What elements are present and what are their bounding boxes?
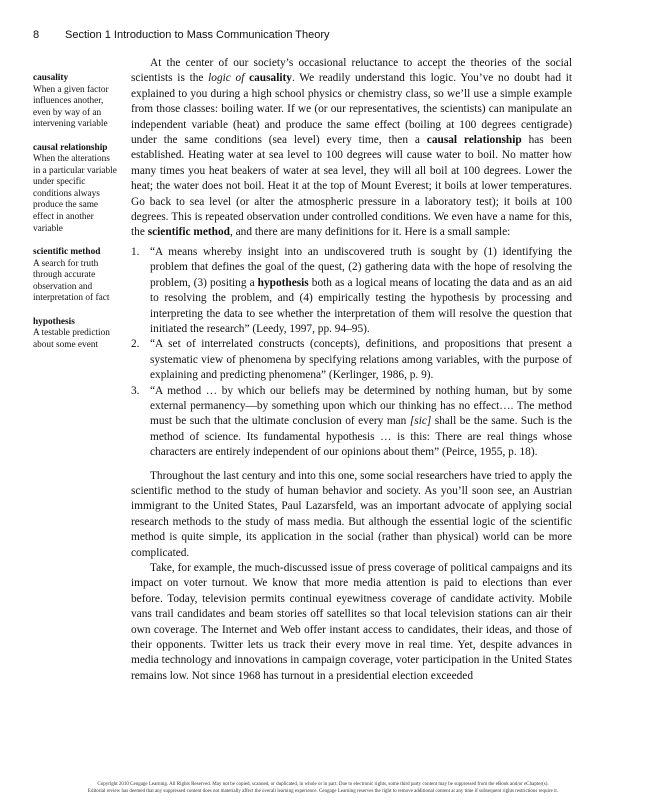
glossary-term: causal relationship bbox=[33, 142, 108, 153]
margin-glossary bbox=[33, 73, 117, 363]
footer-line: Editorial review has deemed that any suppressed content does not materially affect the overall learning experience. Cengage Learning reserves the right to remove additional content at any time if subsequent rights restrictions require it. bbox=[87, 789, 559, 795]
text-run: both as a logical means of locating the data and as an aid to resolving the problem, and (4) empirically testing the hypothesis by processing and interpreting the data to see whether the interpretation of them will resolve the question that initiated the research” (Leedy, 1997, pp. 94–95). bbox=[150, 276, 572, 335]
list-number: 1. bbox=[131, 245, 140, 258]
text-run: “A method … by which our beliefs may be determined by nothing human, but by some external permanency—by something upon which our thinking has no effect…. The method must be such that the ultimate conclusion of every man bbox=[150, 384, 572, 428]
paragraph-press-coverage: Take, for example, the much-discussed issue of press coverage of political campaigns and its impact on voter turnout. We know that more media attention is paid to elections than ever before. Today, television permits continual eyewitness coverage of candidate activity. Mobile vans trail candidates and beam stories off satellites so that local television stations can air their own coverage. The Internet and Web offer instant access to candidates, their ideas, and those of their opponents. Twitter lets us track their every move in real time. Yet, despite advances in media technology and innovations in campaign coverage, voter participation in the United States remains low. Not since 1968 has turnout in a presidential election exceeded bbox=[131, 562, 572, 682]
glossary-term: scientific method bbox=[33, 247, 101, 258]
text-run: , and there are many definitions for it. Here is a small sample: bbox=[229, 226, 511, 239]
copyright-footer bbox=[0, 781, 646, 795]
paragraph-causality bbox=[131, 56, 572, 241]
running-header bbox=[33, 29, 613, 41]
key-term: causal relationship bbox=[426, 134, 522, 147]
glossary-entry bbox=[33, 317, 117, 352]
list-number: 3. bbox=[131, 384, 140, 397]
glossary-entry bbox=[33, 247, 117, 305]
text-run: “A means whereby insight into an undiscovered truth is sought by (1) identifying the problem that defines the goal of the quest, (2) gathering data with the hope of resolving the problem, (3) positing a bbox=[150, 245, 572, 289]
paragraph-social-research: Throughout the last century and into this one, some social researchers have tried to apply the scientific method to the study of human behavior and society. As you’ll soon see, an Austrian immigrant to the United States, Paul Lazarsfeld, was an important advocate of applying social research methods to the study of mass media. But although the essential logic of the scientific method is quite simple, its application in the social (rather than physical) world can be more complicated. bbox=[131, 469, 572, 559]
emphasis: [sic] bbox=[409, 415, 432, 428]
main-text bbox=[131, 56, 572, 684]
key-term: scientific method bbox=[147, 226, 230, 239]
glossary-definition: When the alterations in a particular variable under specific conditions always produce the same effect in another variable bbox=[33, 154, 117, 234]
running-title: Section 1 Introduction to Mass Communication Theory bbox=[65, 29, 330, 41]
text-run: shall be the same. Such is the method of science. Its fundamental hypothesis … is this: There are real things whose characters are entirely independent of our opinions about them” (Peirce, 1955, p. 18). bbox=[150, 415, 572, 459]
emphasis: logic of bbox=[208, 72, 245, 85]
glossary-term: causality bbox=[33, 73, 69, 83]
list-number: 2. bbox=[131, 338, 140, 351]
list-item bbox=[131, 384, 572, 461]
glossary-entry bbox=[33, 143, 117, 235]
glossary-entry bbox=[33, 73, 117, 131]
definitions-list bbox=[131, 245, 572, 461]
glossary-term: hypothesis bbox=[33, 316, 75, 327]
text-run: . We readily understand this logic. You’ve no doubt had it explained to you during a high school physics or chemistry class, so we’ll use a simple example from those classes: boiling water. If we (or our representatives, the scientists) can manipulate an independent variable (heat) and produce the same effect (boiling at 100 degrees centigrade) under the same conditions (sea level) every time, then a bbox=[131, 72, 573, 147]
text-run: “A set of interrelated constructs (concepts), definitions, and propositions that present a systematic view of phenomena by specifying relations among variables, with the purpose of explaining and predicting phenomena” (Kerlinger, 1986, p. 9). bbox=[150, 338, 572, 382]
glossary-definition: A testable prediction about some event bbox=[33, 328, 110, 350]
footer-line: Copyright 2010 Cengage Learning. All Rights Reserved. May not be copied, scanned, or duplicated, in whole or in part. Due to electronic rights, some third party content may be suppressed from the eBook and/or eChapter(s). bbox=[97, 782, 549, 787]
page-number: 8 bbox=[33, 29, 40, 41]
list-item bbox=[131, 337, 572, 383]
text-run: At the center of our society’s occasional reluctance to accept the theories of the social scientists is the bbox=[131, 57, 572, 85]
text-run: has been established. Heating water at sea level to 100 degrees will cause water to boil. No matter how many times you heat beakers of water at sea level, they will all boil at 100 degrees. Lower the heat; the water does not boil. Heat it at the top of Mount Everest; it boils at lower temperatures. Go back to sea level (or alter the atmospheric pressure in a laboratory test); it boils at 100 degrees. This is repeated observation under controlled conditions. We even have a name for this, the bbox=[131, 134, 572, 239]
key-term: hypothesis bbox=[257, 276, 309, 289]
list-item bbox=[131, 245, 572, 337]
key-term: causality bbox=[249, 72, 292, 85]
glossary-definition: A search for truth through accurate observation and interpretation of fact bbox=[33, 258, 110, 304]
glossary-definition: When a given factor influences another, even by way of an intervening variable bbox=[33, 84, 109, 130]
